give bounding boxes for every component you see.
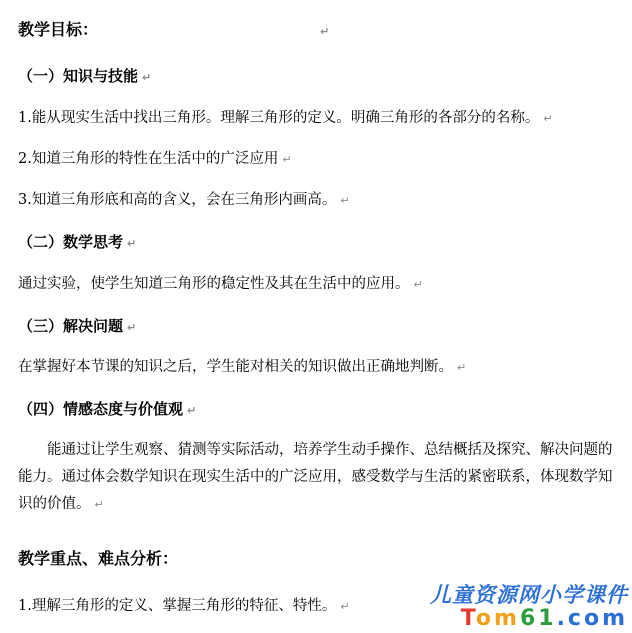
- site-watermark: [413, 579, 628, 631]
- paragraph-mark-icon: ↵: [543, 112, 553, 125]
- section-knowledge-title-text: （一）知识与技能: [18, 67, 139, 85]
- section-problem-title-text: （三）解决问题: [18, 317, 124, 335]
- section-attitude-title: [18, 399, 196, 421]
- paragraph-mark-icon: ↵: [413, 278, 423, 291]
- section-attitude-title-text: （四）情感态度与价值观: [18, 400, 184, 418]
- paragraph-mark-icon: ↵: [187, 404, 197, 417]
- section-knowledge-title: [18, 66, 151, 88]
- section-thinking-text: [18, 274, 423, 295]
- paragraph-mark-icon: ↵: [142, 71, 152, 84]
- list-item: [18, 190, 350, 211]
- section-thinking-title-text: （二）数学思考: [18, 233, 124, 251]
- watermark-domain-part: T: [460, 606, 476, 631]
- teaching-goals-heading-text: 教学目标：: [18, 20, 99, 39]
- paragraph-mark-icon: ↵: [457, 361, 467, 374]
- section-attitude-paragraph: [18, 437, 618, 518]
- list-item-text: 1.能从现实生活中找出三角形。理解三角形的定义。明确三角形的各部分的名称。: [18, 110, 540, 126]
- paragraph-mark-icon: ↵: [282, 153, 292, 166]
- watermark-domain-part: 61: [519, 606, 557, 631]
- section-thinking-title: [18, 232, 136, 254]
- paragraph-mark-icon: ↵: [127, 321, 137, 334]
- key-points-heading-text: 教学重点、难点分析：: [18, 549, 179, 568]
- section-attitude-body: 能通过让学生观察、猜测等实际活动，培养学生动手操作、总结概括及探究、解决问题的能力。通过体会数学知识在现实生活中的广泛应用，感受数学与生活的紧密联系，体现数学知识的价值。: [18, 442, 613, 512]
- teaching-goals-heading: [18, 20, 329, 42]
- paragraph-mark-icon: ↵: [94, 498, 104, 511]
- watermark-domain-part: om: [475, 606, 520, 631]
- list-item-text: 2.知道三角形的特性在生活中的广泛应用: [18, 151, 279, 167]
- list-item: [18, 149, 292, 170]
- paragraph-mark-icon: ↵: [127, 237, 137, 250]
- watermark-domain: [461, 606, 628, 631]
- section-problem-text: [18, 357, 466, 378]
- list-item-text: 1.理解三角形的定义、掌握三角形的特征、特性。: [18, 598, 337, 614]
- list-item: [18, 596, 350, 617]
- watermark-title: 儿童资源网小学课件: [430, 583, 628, 607]
- section-thinking-body: 通过实验，使学生知道三角形的稳定性及其在生活中的应用。: [18, 276, 410, 292]
- paragraph-mark-icon: ↵: [320, 25, 330, 38]
- section-problem-title: [18, 316, 136, 338]
- list-item-text: 3.知道三角形底和高的含义，会在三角形内画高。: [18, 192, 337, 208]
- paragraph-mark-icon: ↵: [340, 600, 350, 613]
- section-problem-body: 在掌握好本节课的知识之后，学生能对相关的知识做出正确地判断。: [18, 359, 453, 375]
- list-item: [18, 108, 553, 129]
- key-points-heading: [18, 549, 178, 569]
- paragraph-mark-icon: ↵: [340, 194, 350, 207]
- watermark-domain-part: .com: [556, 606, 628, 631]
